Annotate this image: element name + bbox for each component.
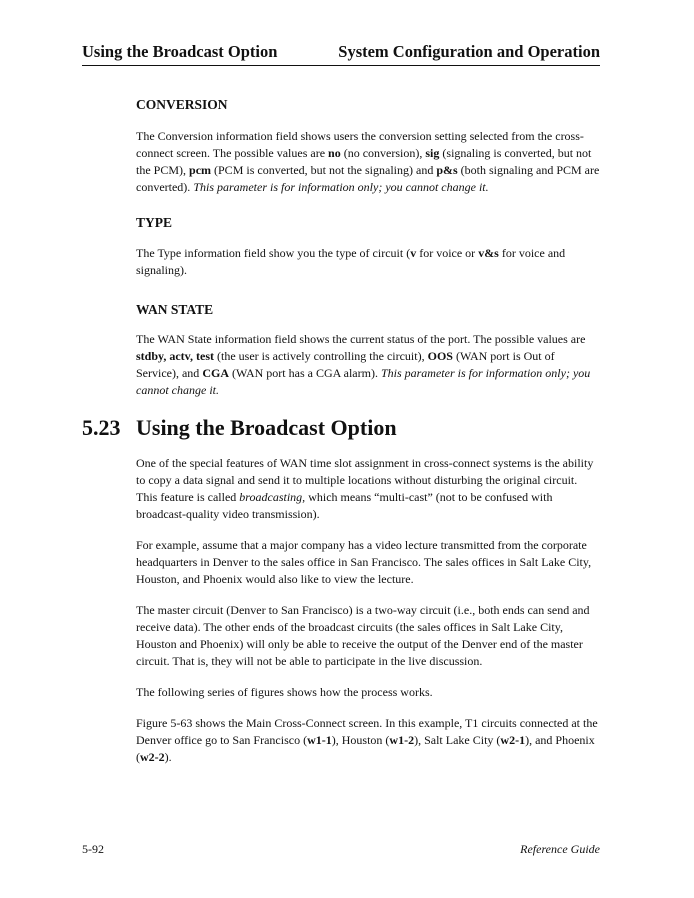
text: which means “multi-cast” (not to be confused with broadcast-quality video transmission).: [136, 490, 553, 521]
text: (both signaling and PCM are converted).: [136, 163, 600, 194]
header-rule: [82, 65, 600, 66]
text: (WAN port is Out of Service), and: [136, 349, 555, 380]
value-pcm: pcm: [189, 163, 212, 177]
header-left-title: Using the Broadcast Option: [82, 42, 278, 61]
port-w2-1: w2-1: [500, 733, 526, 747]
text: The Conversion information field shows users the conversion setting selected from the cross-connect screen. The possible values are: [136, 129, 584, 160]
term-broadcasting: broadcasting,: [239, 490, 306, 504]
info-only-note: This parameter is for information only; you cannot change it.: [136, 366, 591, 397]
conversion-paragraph: [136, 128, 600, 196]
type-heading: TYPE: [136, 215, 173, 230]
paragraph-2: For example, assume that a major company has a video lecture transmitted from the corporate headquarters in Denver to the sales office in San Francisco. The sales offices in Salt Lake City, Houston, and Phoenix would also like to view the lecture.: [136, 538, 592, 586]
port-w2-2: w2-2: [140, 750, 165, 764]
port-w1-1: w1-1: [307, 733, 332, 747]
text: One of the special features of WAN time slot assignment in cross-connect systems is the ability to copy a data signal and send it to multiple locations without disturbing the original circuit. This feature is called: [136, 456, 594, 504]
text: (PCM is converted, but not the signaling) and: [211, 163, 437, 177]
text: ), Houston (: [331, 733, 390, 747]
header-right-title: System Configuration and Operation: [338, 42, 600, 61]
value-sig: sig: [425, 146, 440, 160]
value-vs: v&s: [478, 246, 499, 260]
section-heading-5-23: [82, 414, 397, 442]
value-cga: CGA: [202, 366, 229, 380]
page-number: 5-92: [82, 842, 104, 856]
wan-state-heading: WAN STATE: [136, 302, 214, 317]
value-no: no: [328, 146, 341, 160]
text: (no conversion),: [340, 146, 426, 160]
info-only-note: This parameter is for information only; you cannot change it.: [193, 180, 489, 194]
text: for voice or: [416, 246, 479, 260]
text: The Type information field show you the type of circuit (: [136, 246, 411, 260]
value-ps: p&s: [436, 163, 458, 177]
text: Figure 5-63 shows the Main Cross-Connect screen. In this example, T1 circuits connected at the Denver office go to San Francisco (: [136, 716, 598, 747]
section-number: 5.23: [82, 415, 121, 440]
value-states: stdby, actv, test: [136, 349, 214, 363]
text: for voice and signaling).: [136, 246, 566, 277]
paragraph-3: The master circuit (Denver to San Francisco) is a two-way circuit (i.e., both ends can send and receive data). The other ends of the broadcast circuits (the sales offices in Salt Lake City, Houston and Phoenix) will only be able to receive the output of the Denver end of the master circuit. That is, they will not be able to participate in the live discussion.: [136, 603, 590, 668]
value-oos: OOS: [427, 349, 453, 363]
type-paragraph: [136, 245, 600, 279]
paragraph-4: The following series of figures shows how the process works.: [136, 685, 433, 699]
text: ), Salt Lake City (: [414, 733, 501, 747]
page-header: [82, 42, 600, 64]
section-title: Using the Broadcast Option: [136, 415, 397, 440]
text: ).: [164, 750, 172, 764]
conversion-heading: CONVERSION: [136, 97, 228, 112]
footer-guide-title: Reference Guide: [520, 842, 600, 856]
broadcast-section-body: [136, 455, 600, 780]
text: (WAN port has a CGA alarm).: [228, 366, 381, 380]
value-v: v: [410, 246, 417, 260]
text: ), and Phoenix (: [136, 733, 595, 764]
text: (signaling is converted, but not the PCM),: [136, 146, 592, 177]
text: (the user is actively controlling the circuit),: [214, 349, 428, 363]
paragraph-5: [136, 715, 600, 766]
wan-state-paragraph: [136, 331, 600, 399]
text: The WAN State information field shows the current status of the port. The possible values are: [136, 332, 586, 346]
paragraph-1: [136, 455, 600, 523]
port-w1-2: w1-2: [389, 733, 415, 747]
